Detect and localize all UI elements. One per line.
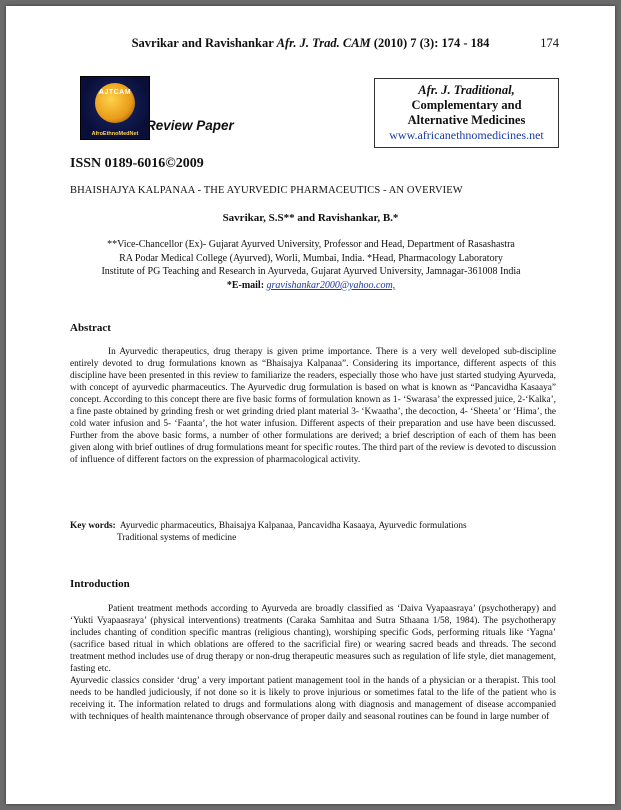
keywords <box>70 520 556 544</box>
article-type-label: Review Paper <box>146 118 234 133</box>
journal-name-line3: Alternative Medicines <box>407 113 526 127</box>
affiliations <box>46 238 576 292</box>
keywords-line-2: Traditional systems of medicine <box>117 533 237 543</box>
logo-text-bottom: AfroEthnoMedNet <box>91 131 139 137</box>
abstract-heading: Abstract <box>70 322 111 334</box>
affiliation-line-3: Institute of PG Teaching and Research in Ayurveda, Gujarat Ayurved University, Jamnagar-361008 India <box>101 266 521 278</box>
keywords-line-1: Ayurvedic pharmaceutics, Bhaisajya Kalpanaa, Pancavidha Kasaaya, Ayurvedic formulations <box>119 521 467 531</box>
journal-url-link[interactable]: www.africanethnomedicines.net <box>389 128 544 142</box>
introduction-paragraph-2: Ayurvedic classics consider ‘drug’ a very important patient management tool in the hands of a physician or a therapist. This tool needs to be handled judiciously, if not done so it is likely to prove injurious or sometimes fatal to the life of the patient who is receiving it. The information related to drugs and formulations along with diagnosis and management of disease accompanied with techniques of health maintenance through observance of proper daily and seasonal routines can be found in large number of <box>70 676 556 722</box>
header-journal: Afr. J. Trad. CAM <box>276 36 371 50</box>
abstract-body <box>70 346 556 466</box>
keywords-label: Key words: <box>70 521 116 531</box>
journal-name-line2: Complementary and <box>411 98 522 112</box>
page-number: 174 <box>540 36 559 50</box>
author-list: Savrikar, S.S** and Ravishankar, B.* <box>222 212 399 224</box>
email-link[interactable]: gravishankar2000@yahoo.com, <box>266 279 396 291</box>
abstract-paragraph: In Ayurvedic therapeutics, drug therapy is given prime importance. There is a very well developed sub-discipline entirely devoted to drug formulations known as “Bhaisajya Kalpanaa”. Considering its importance, different aspects of this discipline have been presented in this review to familiarize the readers, especially those who have just started studying Ayurveda, with concept of ayurvedic pharmaceutics. The Ayurvedic drug formulation is based on what is known as “Pancavidha Kasaaya” concept. According to this concept there are five basic forms of formulation known as 1- ‘Swarasa’ the expressed juice, 2-‘Kalka’, a fine paste obtained by grinding fresh or wet grinding dried plant material 3- ‘Kwaatha’, the decoction, 4- ‘Sheeta’ or ‘Hima’, the cold water infusion and 5- ‘Faanta’, the hot water infusion. Different aspects of their preparation and use have been discussed. Further from the above basic forms, a number of other formulations are derived; a brief description of each of them has been given along with brief outlines of drug formulations meant for specific routes. The third part of the review is devoted to discussion of influence of different factors on the expression of pharmacological activity. <box>70 347 556 465</box>
logo-text-top: AJTCAM <box>98 89 132 96</box>
document-page <box>6 6 615 804</box>
affiliation-line-2: RA Podar Medical College (Ayurved), Worli, Mumbai, India. *Head, Pharmacology Laboratory <box>119 252 503 264</box>
journal-info-box <box>374 78 559 148</box>
article-title: BHAISHAJYA KALPANAA - THE AYURVEDIC PHARMACEUTICS - AN OVERVIEW <box>70 185 463 196</box>
email-label: *E-mail: <box>226 279 265 291</box>
introduction-heading: Introduction <box>70 578 130 590</box>
email-line <box>46 279 576 293</box>
journal-logo <box>80 76 150 140</box>
journal-name-line1: Afr. J. Traditional, <box>418 83 515 97</box>
header-citation: (2010) 7 (3): 174 - 184 <box>373 36 490 50</box>
running-header <box>6 36 615 51</box>
issn: ISSN 0189-6016©2009 <box>70 156 204 171</box>
affiliation-line-1: **Vice-Chancellor (Ex)- Gujarat Ayurved University, Professor and Head, Department of Rasashastra <box>107 239 515 250</box>
introduction-paragraph-1: Patient treatment methods according to Ayurveda are broadly classified as ‘Daiva Vyapaasraya’ (psychotherapy) and ‘Yukti Vyapaasraya’ (physical interventions) treatments (Caraka Samhitaa and Sutra Sthaana 1/58, 1984). The psychotherapy includes chanting of condition specific mantras (religious chanting), worshiping specific Gods, performing rituals like ‘Yagna’ (sacrifice based ritual in which oblations are offered to the sacrificial fire) or wearing sacred beads and threads. The second treatment method includes use of drug therapy or non-drug therapeutic measures such as regulation of life style, diet management, fasting etc. <box>70 604 556 674</box>
introduction-body <box>70 603 556 723</box>
header-authors: Savrikar and Ravishankar <box>131 36 274 50</box>
